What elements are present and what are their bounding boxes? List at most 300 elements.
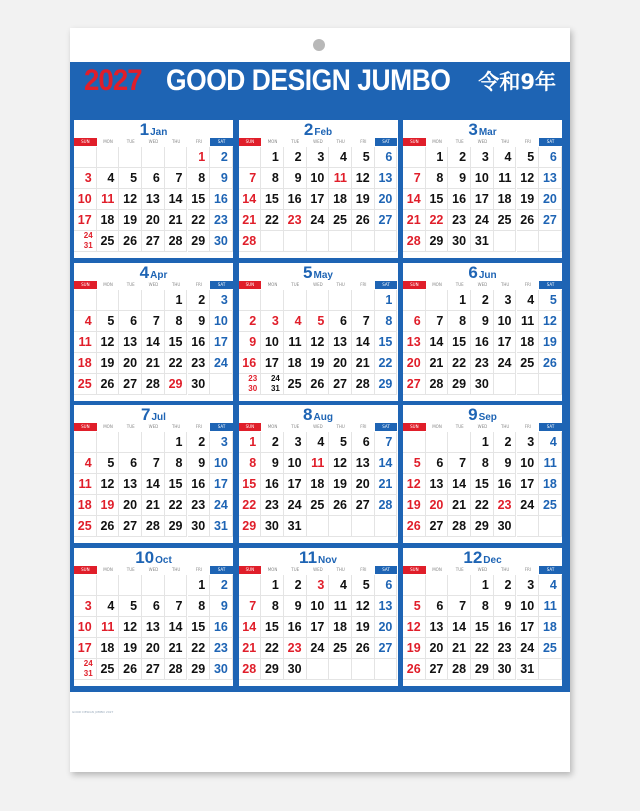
day-cell — [239, 147, 262, 168]
day-number: 3 — [481, 150, 489, 164]
day-number: 2 — [198, 292, 206, 307]
day-cell — [239, 290, 262, 311]
day-number: 1 — [198, 577, 206, 592]
day-number: 2 — [220, 150, 228, 164]
day-number: 11 — [498, 171, 512, 185]
day-cell — [261, 432, 284, 453]
day-number: 25 — [100, 234, 115, 248]
day-number: 27 — [429, 661, 444, 676]
day-cell — [517, 168, 540, 189]
day-cell — [119, 617, 142, 638]
day-number: 19 — [123, 640, 138, 655]
day-cell — [119, 168, 142, 189]
month-number: 7 — [141, 405, 151, 424]
day-number: 5 — [549, 292, 557, 307]
day-number: 20 — [429, 498, 444, 512]
day-number: 13 — [542, 171, 557, 185]
day-cell — [403, 353, 426, 374]
hanging-hole — [313, 39, 325, 51]
day-cell — [517, 495, 540, 516]
day-number: 16 — [213, 619, 228, 634]
day-cell — [426, 659, 449, 680]
day-number: 26 — [310, 376, 325, 391]
day-cell — [471, 617, 494, 638]
day-cell — [210, 495, 233, 516]
day-cell — [448, 210, 471, 231]
day-number: 6 — [152, 171, 160, 185]
day-cell — [261, 474, 284, 495]
day-cell — [142, 231, 165, 252]
month-name: Jul — [151, 412, 166, 423]
day-cell — [329, 495, 352, 516]
day-cell — [448, 432, 471, 453]
day-cell — [539, 353, 562, 374]
day-number: 19 — [333, 477, 347, 491]
day-cell — [239, 189, 262, 210]
day-cell — [329, 575, 352, 596]
weekday-label: WED — [477, 281, 488, 287]
day-cell — [517, 210, 540, 231]
month-number: 2 — [303, 120, 314, 139]
day-cell — [239, 617, 262, 638]
day-cell — [375, 596, 398, 617]
day-cell — [403, 168, 426, 189]
day-cell — [188, 659, 211, 680]
day-number: 10 — [264, 334, 279, 349]
day-cell — [165, 575, 188, 596]
weekday-label: WED — [313, 139, 323, 144]
day-number: 12 — [100, 334, 115, 349]
day-number: 7 — [385, 435, 393, 449]
day-number: 15 — [168, 477, 183, 491]
day-cell — [97, 231, 120, 252]
day-cell — [119, 659, 142, 680]
day-number: 3 — [220, 435, 228, 449]
day-number: 26 — [123, 661, 138, 676]
weekday-label: THU — [336, 281, 345, 287]
day-cell — [261, 168, 284, 189]
day-number: 31 — [520, 661, 535, 676]
day-number: 15 — [474, 477, 489, 491]
day-cell — [165, 474, 188, 495]
day-cell — [329, 210, 352, 231]
day-cell — [284, 147, 307, 168]
weekday-label: MON — [432, 424, 442, 429]
day-number: 31 — [287, 519, 302, 533]
day-number: 1 — [481, 435, 489, 449]
day-cell — [142, 432, 165, 453]
day-cell — [539, 231, 562, 252]
day-number: 5 — [413, 456, 421, 470]
day-cell — [471, 453, 494, 474]
day-cell — [426, 311, 449, 332]
weekday-label: SUN — [403, 423, 426, 431]
day-number: 17 — [264, 355, 279, 370]
day-number: 10 — [310, 598, 325, 613]
day-number: 6 — [152, 598, 160, 613]
month-name: Apr — [150, 269, 168, 281]
day-cell — [448, 353, 471, 374]
day-number: 27 — [145, 234, 160, 248]
day-cell — [352, 290, 375, 311]
day-number: 23 — [497, 498, 512, 512]
day-cell — [119, 210, 142, 231]
day-number: 4 — [340, 150, 347, 164]
day-cell — [97, 474, 120, 495]
day-cell — [448, 474, 471, 495]
day-cell — [307, 290, 330, 311]
day-cell — [119, 474, 142, 495]
day-cell — [119, 575, 142, 596]
weekday-label: SAT — [375, 281, 398, 289]
day-cell — [74, 516, 97, 537]
blue-band — [70, 62, 570, 714]
day-number: 28 — [452, 519, 467, 533]
day-cell — [375, 168, 398, 189]
day-number: 7 — [175, 598, 183, 613]
day-cell — [261, 659, 284, 680]
day-number: 4 — [84, 456, 92, 470]
weekday-label: MON — [103, 424, 113, 429]
day-cell — [426, 353, 449, 374]
day-number: 3 — [317, 150, 325, 164]
day-number: 25 — [77, 519, 92, 533]
day-cell — [210, 432, 233, 453]
day-number: 7 — [249, 598, 257, 613]
day-cell — [119, 495, 142, 516]
day-cell — [97, 332, 120, 353]
day-cell — [119, 432, 142, 453]
day-number: 30 — [474, 376, 489, 391]
day-cell — [539, 516, 562, 537]
day-number: 24 — [287, 498, 302, 512]
day-number: 21 — [168, 640, 183, 655]
day-cell — [517, 575, 540, 596]
day-number: 3 — [294, 435, 302, 449]
day-number: 10 — [520, 456, 535, 470]
day-cell — [539, 453, 562, 474]
day-cell — [97, 432, 120, 453]
weekday-label: WED — [477, 424, 488, 429]
day-number: 22 — [264, 213, 279, 227]
weekday-label: SUN — [239, 281, 262, 289]
day-number: 17 — [77, 640, 92, 655]
day-cell — [284, 374, 307, 395]
day-cell — [448, 189, 471, 210]
day-number: 29 — [168, 376, 183, 391]
day-cell — [471, 311, 494, 332]
day-cell — [329, 596, 352, 617]
day-number: 20 — [542, 192, 557, 206]
day-cell — [165, 495, 188, 516]
day-cell — [426, 516, 449, 537]
weekday-label: TUE — [455, 566, 464, 572]
day-number: 20 — [378, 192, 393, 206]
day-cell — [74, 659, 97, 680]
day-number: 12 — [542, 313, 557, 328]
day-cell — [74, 617, 97, 638]
day-cell — [471, 575, 494, 596]
month-name: Feb — [314, 127, 333, 138]
day-number: 1 — [198, 150, 206, 164]
month-sep — [403, 405, 562, 543]
day-number: 20 — [406, 355, 421, 370]
day-number: 5 — [107, 456, 115, 470]
day-cell — [539, 617, 562, 638]
day-cell — [403, 374, 426, 395]
weekday-label: THU — [500, 566, 510, 572]
day-cell — [403, 432, 426, 453]
day-cell — [307, 638, 330, 659]
day-cell — [165, 231, 188, 252]
day-number: 9 — [459, 171, 467, 185]
day-number: 10 — [213, 313, 228, 328]
day-cell — [97, 453, 120, 474]
day-number: 12 — [520, 171, 535, 185]
day-number: 13 — [145, 192, 160, 206]
weekday-label: TUE — [455, 281, 464, 287]
day-number: 30 — [191, 376, 206, 391]
calendar-header — [70, 62, 570, 120]
day-number: 29 — [378, 376, 393, 391]
weekday-label: SAT — [375, 138, 398, 146]
day-number: 25 — [333, 213, 347, 227]
day-cell — [539, 147, 562, 168]
day-cell — [142, 659, 165, 680]
calendar-sheet — [70, 28, 570, 772]
day-number: 18 — [100, 213, 115, 227]
day-number: 29 — [242, 519, 257, 533]
day-cell — [210, 596, 233, 617]
day-cell — [307, 374, 330, 395]
day-number: 26 — [355, 213, 370, 227]
day-cell — [329, 474, 352, 495]
day-number: 7 — [459, 598, 467, 613]
day-number: 11 — [288, 334, 302, 349]
month-name: Sep — [478, 412, 497, 423]
day-number: 7 — [436, 313, 444, 328]
day-cell — [517, 374, 540, 395]
day-cell — [188, 474, 211, 495]
day-cell — [448, 290, 471, 311]
day-number: 7 — [249, 171, 257, 185]
day-number: 5 — [340, 435, 347, 449]
day-cell — [329, 168, 352, 189]
day-cell — [375, 474, 398, 495]
day-cell — [329, 617, 352, 638]
day-cell — [188, 432, 211, 453]
day-number: 10 — [77, 619, 92, 634]
day-cell — [261, 495, 284, 516]
month-number: 5 — [303, 262, 313, 282]
day-cell — [375, 210, 398, 231]
day-number: 18 — [542, 619, 557, 634]
day-cell — [261, 638, 284, 659]
day-cell — [97, 168, 120, 189]
day-cell — [329, 659, 352, 680]
day-cell — [165, 659, 188, 680]
day-number: 24 — [83, 231, 93, 240]
day-number: 14 — [452, 477, 467, 491]
day-number: 19 — [355, 192, 370, 206]
day-number: 15 — [264, 192, 279, 206]
day-cell — [375, 432, 398, 453]
day-cell — [74, 495, 97, 516]
day-cell — [539, 290, 562, 311]
day-number: 20 — [429, 640, 444, 655]
day-number: 13 — [406, 334, 421, 349]
day-cell — [539, 374, 562, 395]
weekday-label: MON — [103, 566, 113, 572]
day-number: 14 — [429, 334, 444, 349]
weekday-label: SAT — [375, 566, 398, 574]
day-cell — [188, 495, 211, 516]
day-cell — [142, 168, 165, 189]
day-cell — [426, 231, 449, 252]
day-number: 30 — [497, 519, 512, 533]
day-cell — [74, 290, 97, 311]
day-cell — [471, 210, 494, 231]
day-number: 29 — [168, 519, 183, 533]
day-number: 4 — [549, 577, 557, 592]
day-number: 14 — [145, 477, 160, 491]
day-number: 21 — [355, 355, 370, 370]
day-cell — [261, 516, 284, 537]
day-number: 6 — [385, 150, 393, 164]
day-cell — [210, 474, 233, 495]
day-cell — [517, 474, 540, 495]
day-cell — [284, 353, 307, 374]
day-cell — [426, 596, 449, 617]
day-cell — [188, 210, 211, 231]
day-cell — [494, 311, 517, 332]
day-cell — [142, 516, 165, 537]
day-cell — [210, 210, 233, 231]
day-cell — [261, 575, 284, 596]
day-cell — [352, 168, 375, 189]
day-cell — [517, 189, 540, 210]
day-number: 16 — [452, 192, 467, 206]
day-cell — [517, 432, 540, 453]
day-cell — [119, 353, 142, 374]
day-number: 24 — [520, 640, 535, 655]
day-cell — [284, 168, 307, 189]
day-cell — [329, 332, 352, 353]
day-cell — [448, 617, 471, 638]
day-cell — [448, 374, 471, 395]
day-cell — [494, 290, 517, 311]
day-number: 4 — [527, 292, 535, 307]
day-cell — [261, 374, 284, 395]
title-text: GOOD DESIGN JUMBO — [166, 64, 451, 97]
day-number: 14 — [378, 456, 393, 470]
day-cell — [284, 617, 307, 638]
day-number: 25 — [497, 213, 512, 227]
day-cell — [539, 332, 562, 353]
day-number: 21 — [452, 498, 467, 512]
day-cell — [188, 638, 211, 659]
day-number: 24 — [474, 213, 489, 227]
day-cell — [74, 311, 97, 332]
day-cell — [375, 617, 398, 638]
day-number: 22 — [191, 213, 206, 227]
day-number: 28 — [242, 234, 257, 248]
month-feb — [239, 120, 398, 258]
day-cell — [142, 147, 165, 168]
day-number: 30 — [248, 383, 258, 393]
month-number: 1 — [139, 120, 150, 139]
day-number: 15 — [378, 334, 393, 349]
day-cell — [329, 374, 352, 395]
day-cell — [352, 374, 375, 395]
day-number: 28 — [378, 498, 393, 512]
day-cell — [426, 495, 449, 516]
day-cell — [74, 374, 97, 395]
day-cell — [471, 168, 494, 189]
day-cell — [284, 432, 307, 453]
day-cell — [448, 147, 471, 168]
day-cell — [261, 596, 284, 617]
day-cell — [119, 332, 142, 353]
weekday-label: SUN — [74, 138, 97, 146]
day-number: 20 — [378, 619, 393, 634]
day-cell — [119, 189, 142, 210]
day-cell — [352, 231, 375, 252]
day-cell — [119, 311, 142, 332]
day-cell — [539, 432, 562, 453]
day-number: 29 — [474, 661, 489, 676]
day-number: 12 — [355, 171, 370, 185]
day-number: 24 — [270, 373, 280, 383]
day-cell — [426, 374, 449, 395]
day-number: 4 — [340, 577, 347, 592]
day-number: 30 — [497, 661, 512, 676]
day-cell — [188, 147, 211, 168]
day-number: 16 — [242, 355, 257, 370]
day-cell — [188, 332, 211, 353]
day-number: 29 — [191, 234, 206, 248]
day-number: 25 — [77, 376, 92, 391]
day-number: 11 — [543, 456, 557, 470]
day-number: 5 — [130, 598, 138, 613]
day-cell — [352, 575, 375, 596]
day-cell — [261, 311, 284, 332]
weekday-label: SUN — [403, 138, 426, 146]
day-cell — [471, 374, 494, 395]
day-cell — [307, 147, 330, 168]
day-number: 1 — [459, 292, 467, 307]
day-cell — [188, 453, 211, 474]
day-number: 23 — [248, 373, 258, 383]
month-jun — [403, 263, 562, 401]
day-cell — [375, 332, 398, 353]
day-cell — [494, 596, 517, 617]
day-number: 10 — [520, 598, 535, 613]
month-name: Dec — [483, 554, 502, 566]
day-number: 17 — [310, 192, 325, 206]
day-number: 6 — [130, 456, 138, 470]
day-cell — [517, 290, 540, 311]
day-cell — [188, 311, 211, 332]
weekday-label: SUN — [403, 281, 426, 289]
day-cell — [403, 575, 426, 596]
day-cell — [239, 332, 262, 353]
day-cell — [261, 189, 284, 210]
day-number: 3 — [527, 577, 535, 592]
day-number: 26 — [542, 355, 557, 370]
day-number: 7 — [175, 171, 183, 185]
day-number: 9 — [481, 313, 489, 328]
